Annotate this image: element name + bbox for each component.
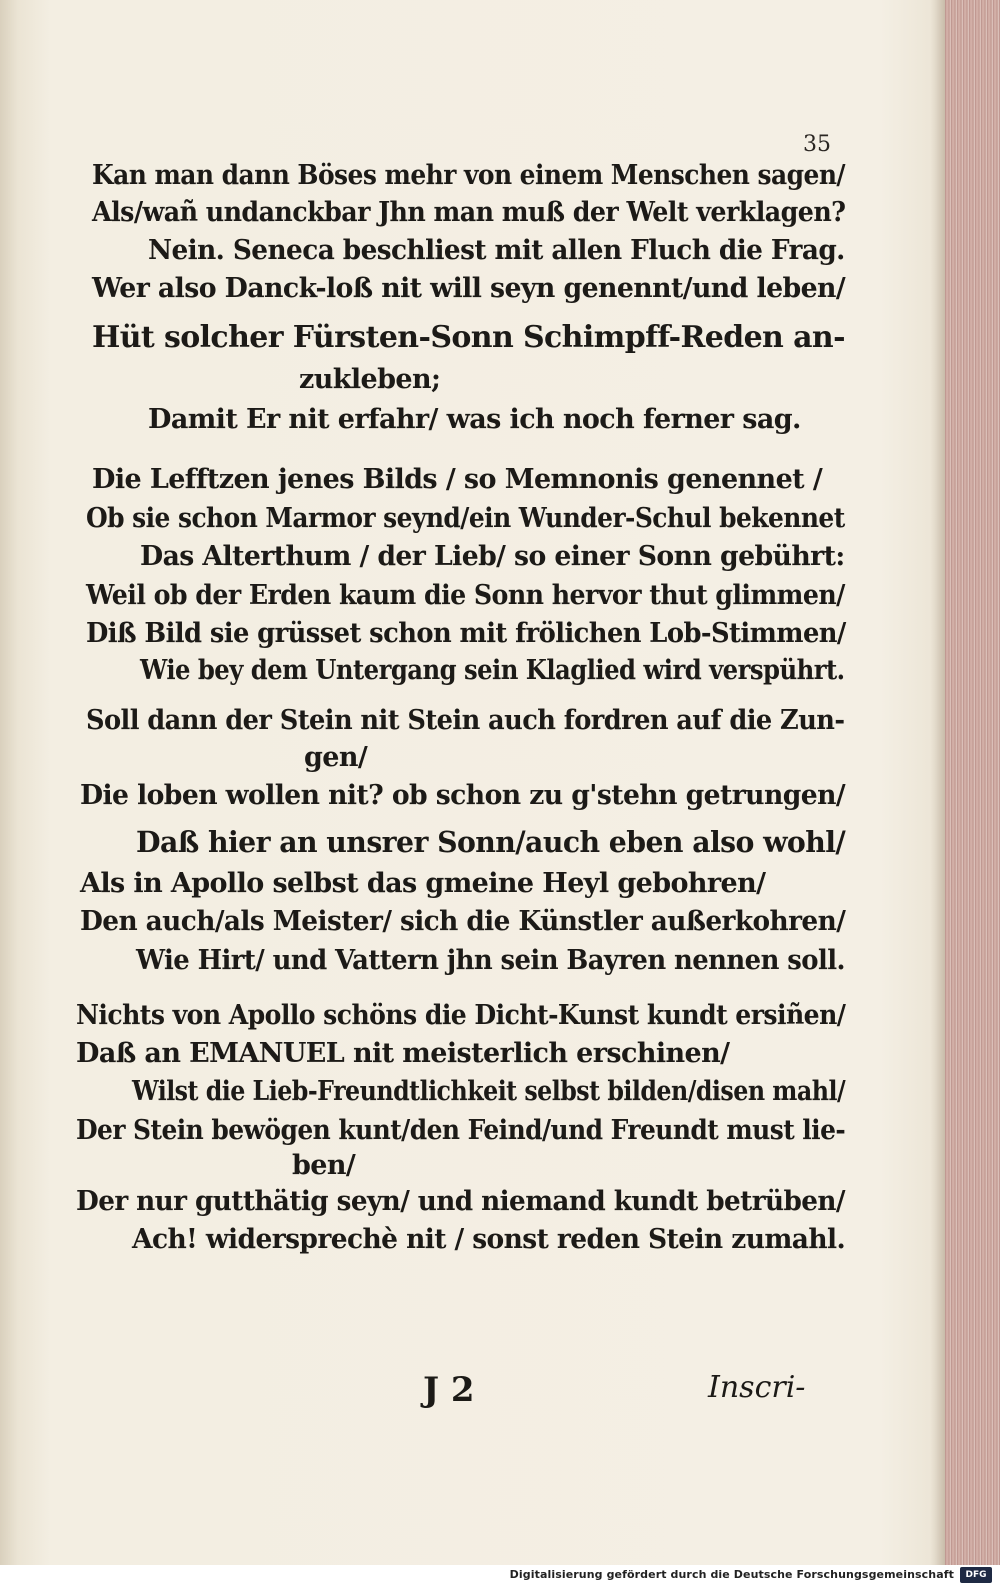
- poem-line: Wilst die Lieb-Freundtlichkeit selbst bilden/disen mahl/: [132, 1076, 846, 1107]
- dfg-logo-icon: DFG: [960, 1567, 992, 1583]
- poem-line: Ach! widersprechè nit / sonst reden Stein zumahl.: [132, 1224, 846, 1255]
- poem-line: Hüt solcher Fürsten-Sonn Schimpff-Reden an-: [92, 320, 845, 355]
- poem-line: Daß an EMANUEL nit meisterlich erschinen/: [76, 1038, 730, 1069]
- page-number: 35: [803, 132, 831, 157]
- poem-line: Diß Bild sie grüsset schon mit frölichen Lob-Stimmen/: [86, 618, 846, 649]
- poem-line: Das Alterthum / der Lieb/ so einer Sonn gebührt:: [140, 541, 845, 572]
- poem-line: Ob sie schon Marmor seynd/ein Wunder-Schul bekennet: [86, 503, 845, 534]
- poem-line: ben/: [292, 1150, 356, 1181]
- poem-line: Nichts von Apollo schöns die Dicht-Kunst kundt ersiñen/: [76, 1000, 846, 1031]
- poem-line: zukleben;: [299, 364, 441, 395]
- poem-line: gen/: [304, 742, 368, 773]
- poem-line: Der nur gutthätig seyn/ und niemand kundt betrüben/: [76, 1186, 845, 1217]
- poem-line: Die Lefftzen jenes Bilds / so Memnonis genennet /: [92, 464, 823, 495]
- poem-line: Die loben wollen nit? ob schon zu g'stehn getrungen/: [80, 780, 846, 811]
- poem-line: Wie bey dem Untergang sein Klaglied wird verspührt.: [140, 655, 845, 686]
- poem-line: Weil ob der Erden kaum die Sonn hervor thut glimmen/: [86, 580, 845, 611]
- poem-line: Wer also Danck-loß nit will seyn genennt/und leben/: [92, 273, 846, 304]
- poem-line: Soll dann der Stein nit Stein auch fordren auf die Zun-: [86, 705, 845, 736]
- catchword: Inscri-: [708, 1370, 806, 1405]
- footer-credit: Digitalisierung gefördert durch die Deutsche Forschungsgemeinschaft: [509, 1568, 954, 1581]
- poem-line: Als in Apollo selbst das gmeine Heyl gebohren/: [80, 868, 766, 899]
- poem-line: Den auch/als Meister/ sich die Künstler außerkohren/: [80, 906, 846, 937]
- poem-line: Wie Hirt/ und Vattern jhn sein Bayren nennen soll.: [136, 945, 845, 976]
- poem-line: Nein. Seneca beschliest mit allen Fluch die Frag.: [148, 235, 845, 266]
- poem-line: Damit Er nit erfahr/ was ich noch ferner sag.: [148, 404, 801, 435]
- signature-mark: J 2: [423, 1370, 475, 1410]
- poem-line: Daß hier an unsrer Sonn/auch eben also wohl/: [136, 825, 846, 859]
- poem-line: Der Stein bewögen kunt/den Feind/und Freundt must lie-: [76, 1115, 846, 1146]
- page-edges: [945, 0, 1000, 1565]
- poem-line: Kan man dann Böses mehr von einem Menschen sagen/: [92, 160, 845, 191]
- poem-line: Als/wañ undanckbar Jhn man muß der Welt verklagen?: [92, 197, 846, 228]
